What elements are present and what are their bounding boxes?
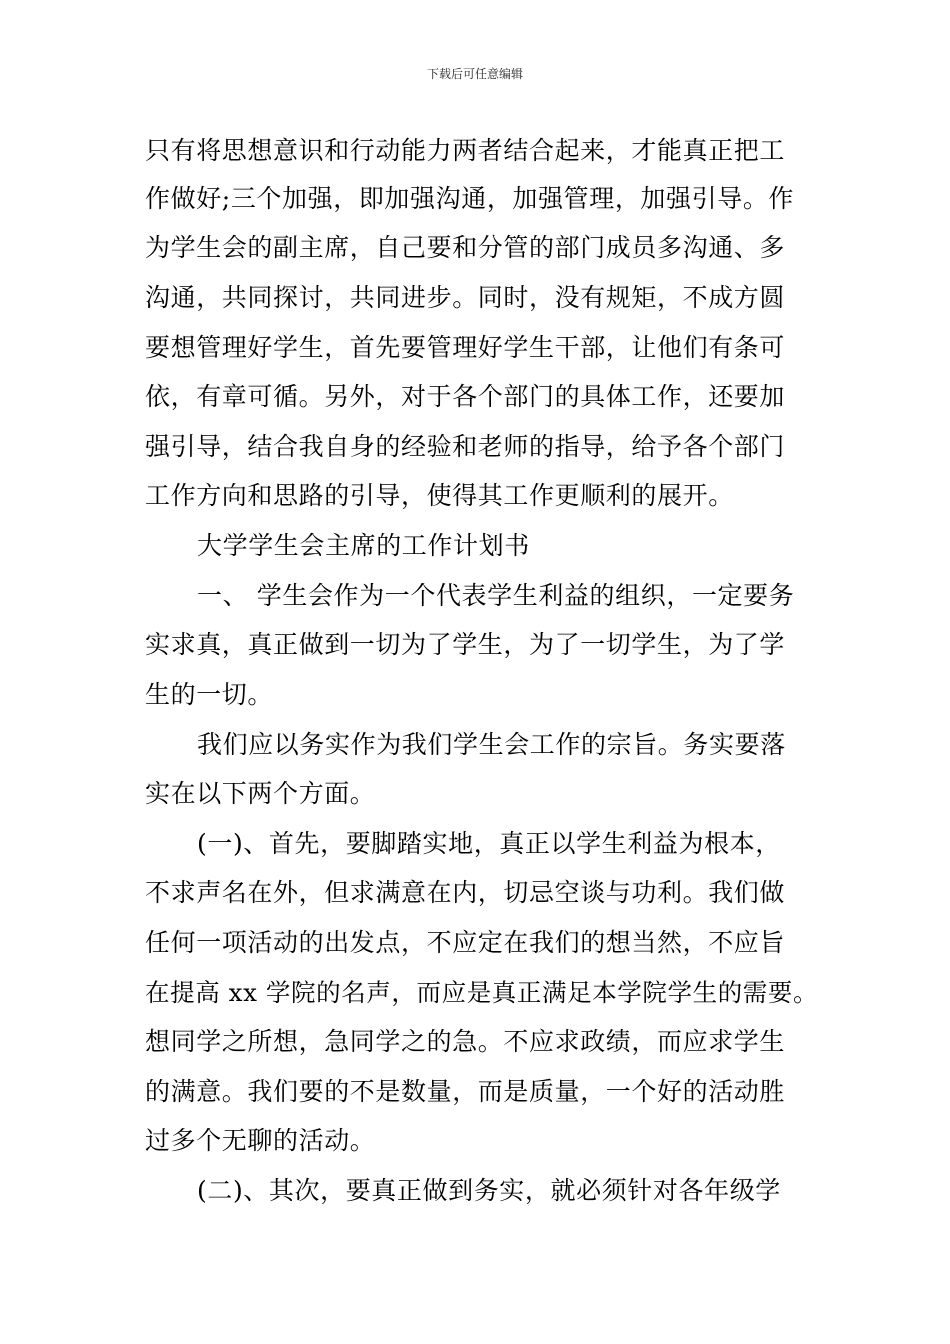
text-line: 一、 学生会作为一个代表学生利益的组织，一定要务 [197,581,795,610]
section-heading: 大学学生会主席的工作计划书 [197,531,530,560]
text-line: (二)、其次，要真正做到务实，就必须针对各年级学 [197,1176,781,1205]
text-line: 要想管理好学生，首先要管理好学生干部，让他们有条可 [145,333,786,362]
text-line: 过多个无聊的活动。 [145,1126,376,1155]
text-line: 强引导，结合我自身的经验和老师的指导，给予各个部门 [145,432,786,461]
text-line: 实在以下两个方面。 [145,779,376,808]
text-line: 为学生会的副主席，自己要和分管的部门成员多沟通、多 [145,233,786,262]
text-line: 作做好;三个加强，即加强沟通，加强管理，加强引导。作 [145,184,795,213]
text-line: 沟通，共同探讨，共同进步。同时，没有规矩，不成方圆 [145,283,786,312]
text-line: 实求真，真正做到一切为了学生，为了一切学生，为了学 [145,630,786,659]
text-line: 的满意。我们要的不是数量，而是质量，一个好的活动胜 [145,1077,786,1106]
text-line: (一)、首先，要脚踏实地，真正以学生利益为根本， [197,829,781,858]
text-line: 我们应以务实作为我们学生会工作的宗旨。务实要落 [197,730,786,759]
text-line: 不求声名在外，但求满意在内，切忌空谈与功利。我们做 [145,878,786,907]
text-line: 依，有章可循。另外，对于各个部门的具体工作，还要加 [145,382,786,411]
text-line: 只有将思想意识和行动能力两者结合起来，才能真正把工 [145,136,786,165]
page-header: 下载后可任意编辑 [426,67,523,81]
text-line: 任何一项活动的出发点，不应定在我们的想当然，不应旨 [145,928,786,957]
text-line: 工作方向和思路的引导，使得其工作更顺利的展开。 [145,481,734,510]
text-line: 生的一切。 [145,680,274,709]
text-line: 在提高 xx 学院的名声，而应是真正满足本学院学生的需要。 [145,978,819,1007]
text-line: 想同学之所想，急同学之的急。不应求政绩，而应求学生 [145,1027,786,1056]
